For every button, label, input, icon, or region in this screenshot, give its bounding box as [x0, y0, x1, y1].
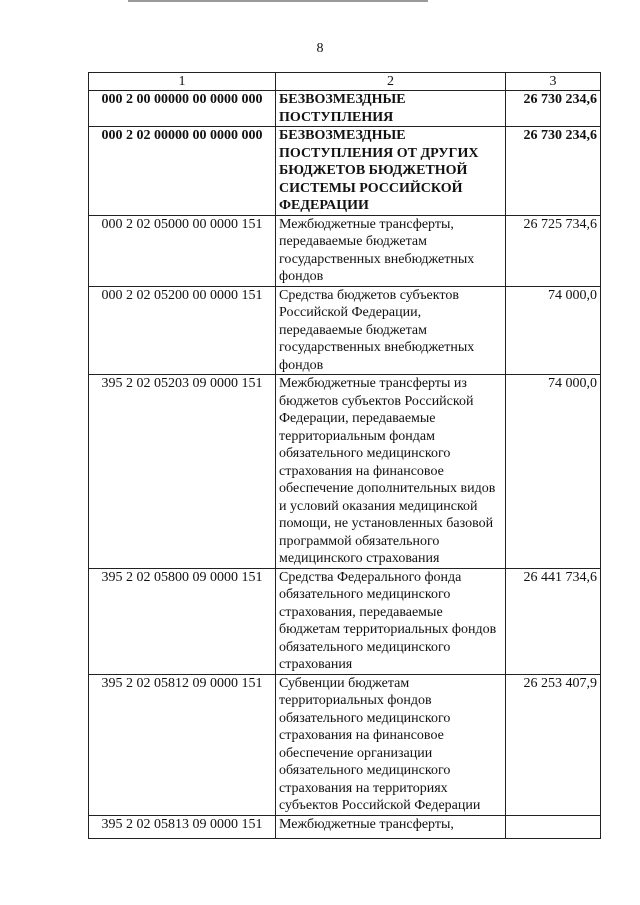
table-row	[89, 568, 601, 674]
row-amount: 26 725 734,6	[506, 215, 601, 286]
row-code: 000 2 00 00000 00 0000 000	[89, 91, 276, 127]
table-row	[89, 91, 601, 127]
row-name: Межбюджетные трансферты,	[276, 815, 506, 838]
row-name: БЕЗВОЗМЕЗДНЫЕ ПОСТУПЛЕНИЯ	[276, 91, 506, 127]
row-amount: 74 000,0	[506, 286, 601, 375]
row-amount	[506, 815, 601, 838]
row-name: Межбюджетные трансферты, передаваемые бюджетам государственных внебюджетных фондов	[276, 215, 506, 286]
row-name: БЕЗВОЗМЕЗДНЫЕ ПОСТУПЛЕНИЯ ОТ ДРУГИХ БЮДЖЕТОВ БЮДЖЕТНОЙ СИСТЕМЫ РОССИЙСКОЙ ФЕДЕРАЦИИ	[276, 127, 506, 216]
row-amount: 26 441 734,6	[506, 568, 601, 674]
column-header-amount: 3	[506, 73, 601, 91]
table-row	[89, 286, 601, 375]
table-row	[89, 815, 601, 838]
row-code: 000 2 02 05200 00 0000 151	[89, 286, 276, 375]
column-header-code: 1	[89, 73, 276, 91]
row-code: 395 2 02 05800 09 0000 151	[89, 568, 276, 674]
row-name: Средства бюджетов субъектов Российской Федерации, передаваемые бюджетам государственных внебюджетных фондов	[276, 286, 506, 375]
row-code: 000 2 02 00000 00 0000 000	[89, 127, 276, 216]
table-header-row	[89, 73, 601, 91]
table-row	[89, 127, 601, 216]
row-amount: 26 730 234,6	[506, 91, 601, 127]
scan-top-edge-line	[128, 0, 428, 2]
table-row	[89, 375, 601, 569]
table-row	[89, 215, 601, 286]
column-header-name: 2	[276, 73, 506, 91]
budget-revenue-table	[88, 72, 601, 839]
row-name: Межбюджетные трансферты из бюджетов субъектов Российской Федерации, передаваемые территориальным фондам обязательного медицинского страхования на финансовое обеспечение дополнительных видов и условий оказания медицинской помощи, не установленных базовой программой обязательного медицинского страхования	[276, 375, 506, 569]
table-row	[89, 674, 601, 815]
row-code: 395 2 02 05203 09 0000 151	[89, 375, 276, 569]
row-amount: 26 730 234,6	[506, 127, 601, 216]
row-code: 395 2 02 05812 09 0000 151	[89, 674, 276, 815]
page-number: 8	[316, 41, 324, 56]
row-name: Средства Федерального фонда обязательного медицинского страхования, передаваемые бюджетам территориальных фондов обязательного медицинского страхования	[276, 568, 506, 674]
row-code: 395 2 02 05813 09 0000 151	[89, 815, 276, 838]
row-amount: 26 253 407,9	[506, 674, 601, 815]
row-name: Субвенции бюджетам территориальных фондов обязательного медицинского страхования на финансовое обеспечение организации обязательного медицинского страхования на территориях субъектов Российской Федерации	[276, 674, 506, 815]
row-amount: 74 000,0	[506, 375, 601, 569]
row-code: 000 2 02 05000 00 0000 151	[89, 215, 276, 286]
